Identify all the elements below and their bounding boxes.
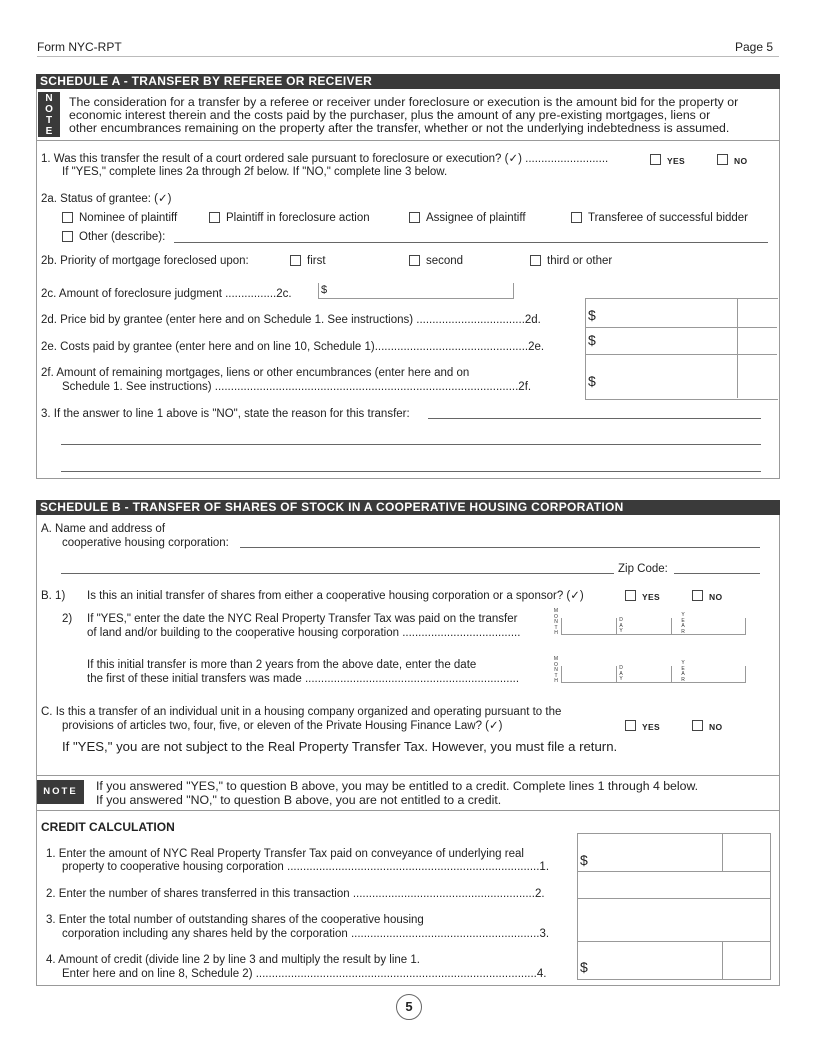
credit-line1: 1. Enter the amount of NYC Real Property Transfer Tax paid on conveyance of underlying real — [46, 848, 524, 860]
qB2-date-input[interactable] — [561, 618, 746, 635]
q2b-option: third or other — [547, 255, 613, 267]
schedule-a-title: SCHEDULE A - TRANSFER BY REFEREE OR RECEIVER — [36, 74, 780, 89]
qC-yes-checkbox[interactable] — [625, 720, 636, 731]
zip-label: Zip Code: — [618, 563, 668, 575]
credit1-dollar: $ — [580, 852, 588, 868]
credit3-shares-input[interactable] — [579, 900, 768, 940]
q2d-label: 2d. Price bid by grantee (enter here and on Schedule 1. See instructions) ..................................2d. — [41, 314, 541, 326]
q2b-first-checkbox[interactable] — [290, 255, 301, 266]
q1-no-checkbox[interactable] — [717, 154, 728, 165]
schedule-b-note-tab: NOTE — [37, 780, 84, 804]
date-divider — [671, 666, 672, 683]
schedule-a-note-line: economic interest therein and the costs paid by the purchaser, plus the amount of any pre-existing mortgages, liens or — [69, 108, 711, 122]
credit-line2: 2. Enter the number of shares transferred in this transaction .........................................................2. — [46, 888, 545, 900]
date-month-label: M O N T H — [553, 608, 559, 636]
q3-reason-input-line2[interactable] — [61, 444, 761, 445]
credit-line4: 4. Amount of credit (divide line 2 by line 3 and multiply the result by line 1. — [46, 954, 420, 966]
page-label: Page 5 — [735, 40, 774, 54]
row-divider — [577, 941, 770, 942]
coop-name-input[interactable] — [240, 547, 760, 548]
qB2-text: If "YES," enter the date the NYC Real Property Transfer Tax was paid on the transfer — [87, 613, 518, 625]
row-divider — [585, 354, 777, 355]
q3-reason-input-line3[interactable] — [61, 471, 761, 472]
qC-no-label: NO — [709, 722, 723, 732]
qB1-yes-label: YES — [642, 592, 660, 602]
q2a-label: 2a. Status of grantee: (✓) — [41, 193, 172, 205]
q2e-dollar: $ — [588, 332, 596, 348]
date-divider — [671, 618, 672, 635]
q2a-other-input[interactable] — [174, 242, 768, 243]
qB3-text: If this initial transfer is more than 2 years from the above date, enter the date — [87, 659, 477, 671]
qB1-yes-checkbox[interactable] — [625, 590, 636, 601]
cents-divider — [722, 833, 723, 871]
qB2-number: 2) — [62, 613, 73, 625]
q2f-label: 2f. Amount of remaining mortgages, liens or other encumbrances (enter here and on — [41, 367, 470, 379]
qA-label: A. Name and address of — [41, 523, 166, 535]
credit4-dollar: $ — [580, 959, 588, 975]
coop-address-input[interactable] — [61, 573, 614, 574]
q2e-amount-input[interactable] — [600, 329, 735, 353]
q2c-dollar: $ — [321, 284, 328, 296]
q2d-amount-input[interactable] — [600, 300, 735, 325]
q2f-label-cont: Schedule 1. See instructions) ...............................................................................................2f. — [62, 381, 532, 393]
credit-calculation-title: CREDIT CALCULATION — [41, 820, 175, 834]
date-year-label: Y E A R — [681, 612, 685, 635]
q1-instruction: If "YES," complete lines 2a through 2f below. If "NO," complete line 3 below. — [62, 166, 448, 178]
q1-yes-label: YES — [667, 156, 685, 166]
date-divider — [616, 666, 617, 683]
note-letter: N — [45, 93, 53, 104]
q2c-label: 2c. Amount of foreclosure judgment ................2c. — [41, 288, 292, 300]
qB3-text-cont: the first of these initial transfers was made ................................................................... — [87, 673, 520, 685]
row-divider — [577, 898, 770, 899]
qB1-number: B. 1) — [41, 590, 66, 602]
q2f-dollar: $ — [588, 373, 596, 389]
note-letter: O — [45, 104, 53, 115]
qC-text-cont: provisions of articles two, four, five, or eleven of the Private Housing Finance Law? (✓) — [62, 720, 503, 732]
q1-no-label: NO — [734, 156, 748, 166]
q2b-label: 2b. Priority of mortgage foreclosed upon: — [41, 255, 249, 267]
qA-label-cont: cooperative housing corporation: — [62, 537, 229, 549]
q2b-third-checkbox[interactable] — [530, 255, 541, 266]
q1-yes-checkbox[interactable] — [650, 154, 661, 165]
qB2-text-cont: of land and/or building to the cooperative housing corporation ..................................... — [87, 627, 521, 639]
row-divider — [585, 327, 777, 328]
credit-line3: 3. Enter the total number of outstanding shares of the cooperative housing — [46, 914, 424, 926]
q2a-option: Nominee of plaintiff — [79, 212, 178, 224]
row-divider — [577, 871, 770, 872]
qB1-no-checkbox[interactable] — [692, 590, 703, 601]
q2d-dollar: $ — [588, 307, 596, 323]
schedule-a-note-line: The consideration for a transfer by a referee or receiver under foreclosure or execution is the amount bid for the property or — [69, 95, 739, 109]
qC-result: If "YES," you are not subject to the Real Property Transfer Tax. However, you must file a return. — [62, 739, 618, 754]
cents-divider — [722, 941, 723, 979]
q2a-nominee-checkbox[interactable] — [62, 212, 73, 223]
qC-text: C. Is this a transfer of an individual unit in a housing company organized and operating pursuant to the — [41, 706, 562, 718]
date-day-label: D A Y — [619, 617, 623, 634]
q2a-transferee-checkbox[interactable] — [571, 212, 582, 223]
credit-line1-cont: property to cooperative housing corporation ...............................................................................1. — [62, 861, 550, 873]
q2a-assignee-checkbox[interactable] — [409, 212, 420, 223]
cents-divider — [737, 298, 738, 398]
credit-line4-cont: Enter here and on line 8, Schedule 2) ........................................................................................4. — [62, 968, 547, 980]
schedule-a-note-line: other encumbrances remaining on the property after the transfer, whether or not the underlying indebtedness is assumed. — [69, 121, 730, 135]
q2b-option: first — [307, 255, 326, 267]
page-number-badge: 5 — [396, 994, 422, 1020]
date-month-label: M O N T H — [553, 656, 559, 684]
schedule-b-note-line: If you answered "YES," to question B above, you may be entitled to a credit. Complete lines 1 through 4 below. — [96, 779, 699, 793]
schedule-b-note-line: If you answered "NO," to question B above, you are not entitled to a credit. — [96, 793, 502, 807]
q2f-amount-input[interactable] — [600, 356, 735, 396]
qC-no-checkbox[interactable] — [692, 720, 703, 731]
credit2-shares-input[interactable] — [579, 873, 768, 897]
note-top-divider — [37, 775, 779, 776]
q1-text: 1. Was this transfer the result of a court ordered sale pursuant to foreclosure or execution? (✓) .......................... — [41, 153, 609, 165]
date-divider — [616, 618, 617, 635]
schedule-b-title: SCHEDULE B - TRANSFER OF SHARES OF STOCK IN A COOPERATIVE HOUSING CORPORATION — [36, 500, 780, 515]
note-letter: T — [45, 115, 53, 126]
q2a-other-checkbox[interactable] — [62, 231, 73, 242]
credit4-amount-input[interactable] — [593, 943, 720, 977]
q2a-other-label: Other (describe): — [79, 231, 166, 243]
q3-label: 3. If the answer to line 1 above is "NO", state the reason for this transfer: — [41, 408, 410, 420]
q3-reason-input[interactable] — [428, 418, 761, 419]
form-name: Form NYC-RPT — [37, 40, 122, 54]
schedule-a-note-tab — [38, 92, 60, 137]
note-bottom-divider — [37, 810, 779, 811]
note-divider — [37, 140, 779, 141]
q2a-option: Plaintiff in foreclosure action — [226, 212, 370, 224]
date-year-label: Y E A R — [681, 660, 685, 683]
note-letter: E — [45, 126, 53, 137]
qB3-date-input[interactable] — [561, 666, 746, 683]
zip-input[interactable] — [674, 573, 760, 574]
q2e-label: 2e. Costs paid by grantee (enter here and on line 10, Schedule 1)................................................2e. — [41, 341, 545, 353]
q2c-amount-input[interactable] — [318, 283, 514, 299]
credit-line3-cont: corporation including any shares held by the corporation ...........................................................3. — [62, 928, 550, 940]
qB1-text: Is this an initial transfer of shares from either a cooperative housing corporation or a sponsor? (✓) — [87, 590, 584, 602]
q2b-second-checkbox[interactable] — [409, 255, 420, 266]
date-day-label: D A Y — [619, 665, 623, 682]
q2b-option: second — [426, 255, 464, 267]
q2a-plaintiff-checkbox[interactable] — [209, 212, 220, 223]
q2a-option: Assignee of plaintiff — [426, 212, 526, 224]
qC-yes-label: YES — [642, 722, 660, 732]
credit1-amount-input[interactable] — [593, 835, 720, 869]
qB1-no-label: NO — [709, 592, 723, 602]
q2a-option: Transferee of successful bidder — [588, 212, 749, 224]
header-rule — [37, 56, 779, 57]
